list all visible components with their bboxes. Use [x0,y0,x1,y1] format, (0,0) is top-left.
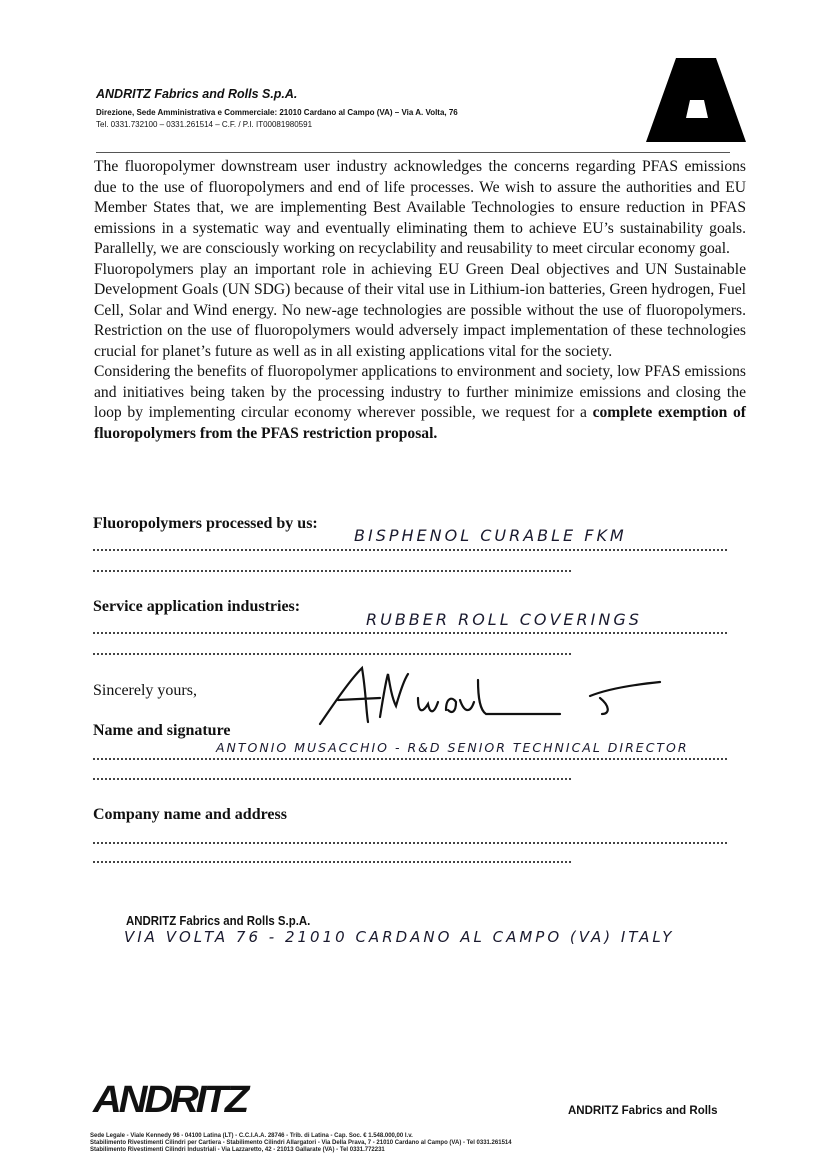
industries-value: RUBBER ROLL COVERINGS [366,610,642,629]
paragraph-3 [94,362,746,444]
legal-line-1: Sede Legale - Viale Kennedy 96 - 04100 Latina (LT) - C.C.I.A.A. 28746 - Trib. di Latina - Cap. Soc. € 1.548.000,00 I.v. [90,1133,413,1139]
fluoropolymers-value: BISPHENOL CURABLE FKM [354,526,627,545]
company-line-1 [93,842,727,844]
industries-label: Service application industries: [93,598,301,615]
legal-line-2: Stabilimento Rivestimenti Cilindri per Cartiera - Stabilimento Cilindri Allargatori - Via Della Prava, 7 - 21010 Cardano al Campo (VA) - Tel 0331.261514 [90,1140,512,1146]
letterhead-address: Direzione, Sede Amministrativa e Commerciale: 21010 Cardano al Campo (VA) – Via A. Volta, 76 [96,108,458,117]
letter-body [94,157,746,444]
paragraph-1: The fluoropolymer downstream user industry acknowledges the concerns regarding PFAS emissions due to the use of fluoropolymers and end of life processes. We wish to assure the authorities and EU Member States that, we are implementing Best Available Technologies to ensure reduction in PFAS emissions in a systematic way and eventually eliminating them to achieve EU’s sustainability goals. Parallelly, we are consciously working on recyclability and reusability to meet circular economy goal. [94,158,746,257]
header-divider [96,152,730,153]
industries-line-1 [93,632,727,634]
legal-line-3: Stabilimento Rivestimenti Cilindri Industriali - Via Lazzaretto, 42 - 21013 Gallarate (VA) - Tel 0331.772231 [90,1147,385,1153]
paragraph-3-text: Considering the benefits of fluoropolymer applications to environment and society, low PFAS emissions and initiatives being taken by the processing industry to further minimize emissions and closing the loop by implementing circular economy wherever possible, we request for a [94,363,746,421]
letterhead-company-name: ANDRITZ Fabrics and Rolls S.p.A. [96,87,298,101]
handwritten-signature [310,662,670,732]
name-line-2 [93,778,571,780]
closing-text: Sincerely yours, [93,682,197,699]
name-line-1 [93,758,727,760]
paragraph-2: Fluoropolymers play an important role in achieving EU Green Deal objectives and UN Sustainable Development Goals (UN SDG) because of their vital use in Lithium-ion batteries, Green hydrogen, Fuel Cell, Solar and Wind energy. No new-age technologies are possible without the use of fluoropolymers. Restriction on the use of fluoropolymers would adversely impact implementation of these technologies crucial for planet’s future as well as in all existing applications vital for the society. [94,260,746,360]
name-signature-value: ANTONIO MUSACCHIO - R&D SENIOR TECHNICAL DIRECTOR [216,740,689,755]
company-address-label: Company name and address [93,806,287,823]
footer-company-name: ANDRITZ Fabrics and Rolls [568,1105,718,1117]
andritz-logo: ANDRITZ [93,1079,247,1121]
fluoropolymers-line-1 [93,549,727,551]
fluoropolymers-line-2 [93,570,571,572]
andritz-a-logo-icon [646,58,746,142]
paragraph-3-bold: complete exemption of fluoropolymers from the PFAS restriction proposal. [94,404,746,442]
name-signature-label: Name and signature [93,722,231,739]
industries-line-2 [93,653,571,655]
footer-legal [90,1133,512,1154]
fluoropolymers-label: Fluoropolymers processed by us: [93,515,318,532]
stamp-company-name: ANDRITZ Fabrics and Rolls S.p.A. [126,913,311,928]
letterhead-contacts: Tel. 0331.732100 – 0331.261514 – C.F. / P.I. IT00081980591 [96,120,313,129]
company-line-2 [93,861,571,863]
stamp-address: VIA VOLTA 76 - 21010 CARDANO AL CAMPO (VA) ITALY [124,928,675,946]
